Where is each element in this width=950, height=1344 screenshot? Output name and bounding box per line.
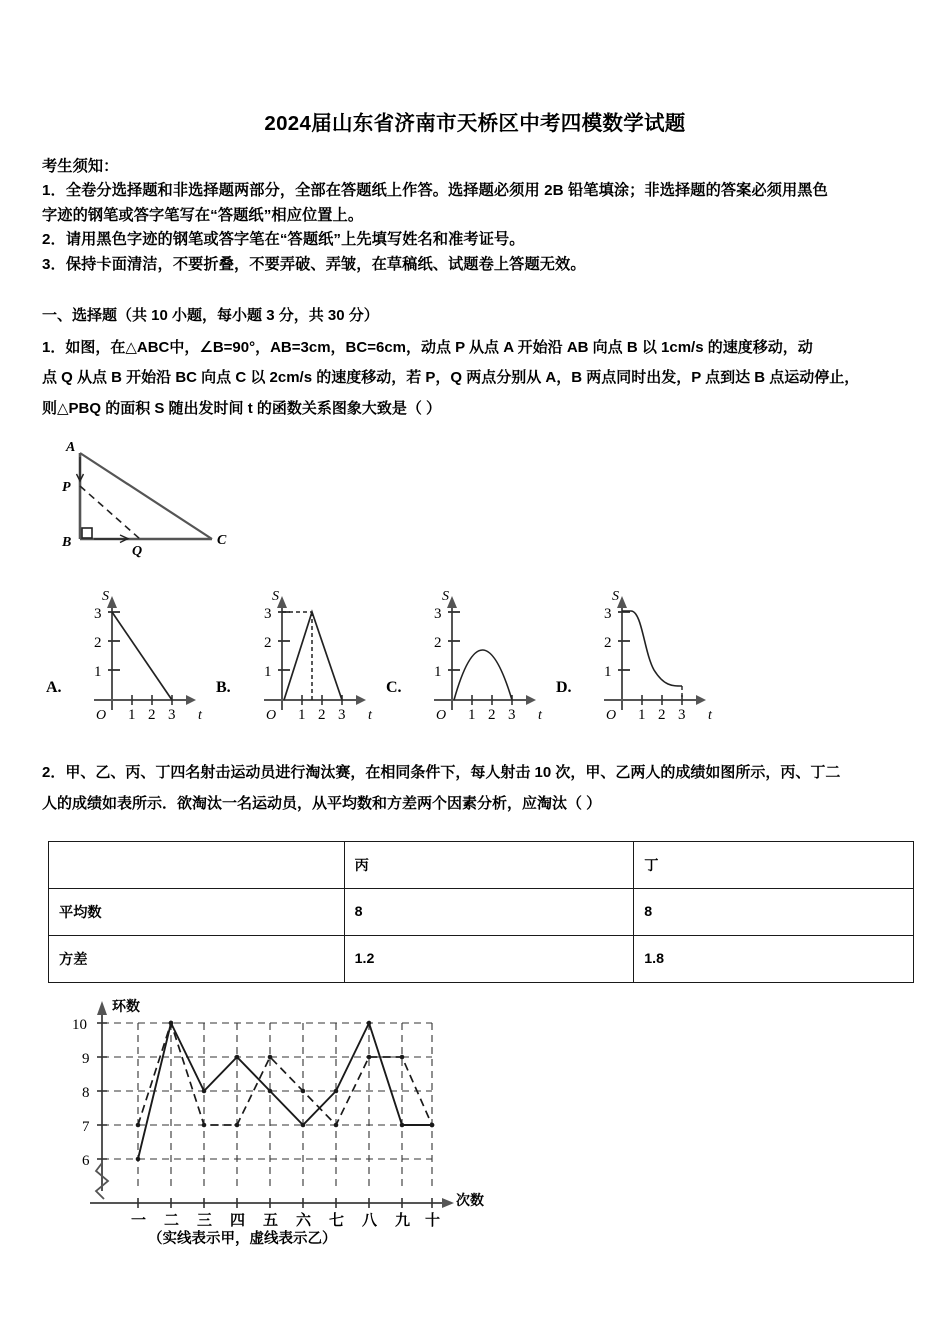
chart-x-axis-label: 次数	[456, 1192, 484, 1209]
table-row-header	[49, 842, 914, 889]
chart-xtick-10: 十	[425, 1212, 441, 1230]
option-A-xtick-3: 3	[168, 706, 176, 723]
svg-text:S: S	[272, 588, 279, 604]
question-1-line-2: 点 Q 从点 B 开始沿 BC 向点 C 以 2cm/s 的速度移动，若 P，Q 两点分别从 A，B 两点同时出发，P 点到达 B 点运动停止，	[42, 369, 860, 387]
option-D[interactable]	[556, 582, 726, 732]
svg-text:3: 3	[678, 706, 686, 723]
svg-text:3: 3	[434, 605, 442, 622]
option-A-ytick-3: 3	[94, 605, 102, 622]
table-header-bing: 丙	[344, 842, 634, 889]
chart-xtick-1: 一	[131, 1212, 147, 1230]
option-B-letter: B.	[216, 678, 231, 696]
chart-ytick-6: 6	[82, 1153, 90, 1170]
option-A-ytick-2: 2	[94, 634, 102, 651]
option-D-letter: D.	[556, 678, 572, 696]
svg-text:1: 1	[298, 706, 306, 723]
question-1-line-3: 则△PBQ 的面积 S 随出发时间 t 的函数关系图象大致是（ ）	[42, 400, 442, 418]
svg-text:3: 3	[264, 605, 272, 622]
triangle-label-P: P	[62, 479, 71, 495]
triangle-label-Q: Q	[132, 543, 143, 559]
svg-text:O: O	[266, 707, 277, 723]
question-1-line-1: 1．如图，在△ABC中，∠B=90°，AB=3cm，BC=6cm，动点 P 从点 A 开始沿 AB 向点 B 以 1cm/s 的速度移动，动	[42, 338, 813, 356]
chart-xtick-6: 六	[296, 1212, 312, 1230]
svg-text:O: O	[436, 707, 447, 723]
question-1-text	[42, 333, 908, 425]
option-A-origin: O	[96, 707, 107, 723]
notice-heading: 考生须知：	[42, 157, 119, 175]
triangle-figure-svg	[54, 439, 264, 564]
table-cell-mean-bing: 8	[344, 889, 634, 936]
svg-text:t: t	[368, 707, 372, 723]
svg-text:t: t	[708, 707, 712, 723]
option-A-xtick-1: 1	[128, 706, 136, 723]
option-A-ytick-1: 1	[94, 663, 102, 680]
statistics-table	[48, 841, 914, 983]
triangle-figure	[54, 439, 264, 564]
shooting-scores-chart	[60, 991, 908, 1251]
table-row-label-mean: 平均数	[49, 889, 345, 936]
chart-y-axis-label: 环数	[112, 998, 140, 1015]
triangle-label-B: B	[62, 534, 72, 550]
svg-text:1: 1	[264, 663, 272, 680]
chart-xtick-5: 五	[263, 1212, 279, 1230]
option-C-graph	[414, 582, 554, 732]
svg-text:2: 2	[264, 634, 272, 651]
svg-text:t: t	[538, 707, 542, 723]
shooting-scores-chart-svg	[60, 991, 490, 1246]
option-D-graph	[584, 582, 724, 732]
chart-xtick-4: 四	[230, 1212, 246, 1230]
svg-text:2: 2	[318, 706, 326, 723]
option-A-letter: A.	[46, 678, 62, 696]
question-2-line-2: 人的成绩如表所示．欲淘汰一名运动员，从平均数和方差两个因素分析，应淘汰（ ）	[42, 794, 602, 812]
svg-text:2: 2	[434, 634, 442, 651]
chart-series-yi	[138, 1023, 432, 1125]
svg-text:3: 3	[604, 605, 612, 622]
svg-text:3: 3	[508, 706, 516, 723]
question-2-text	[42, 758, 908, 820]
chart-ytick-10: 10	[72, 1017, 87, 1034]
option-A[interactable]	[46, 582, 216, 732]
option-A-axis-y-label: S	[102, 588, 109, 604]
option-A-graph	[74, 582, 214, 732]
svg-text:1: 1	[604, 663, 612, 680]
table-cell-mean-ding: 8	[634, 889, 914, 936]
svg-text:S: S	[612, 588, 619, 604]
chart-xtick-3: 三	[197, 1212, 213, 1230]
question-2-line-1: 2．甲、乙、丙、丁四名射击运动员进行淘汰赛，在相同条件下，每人射击 10 次，甲、乙两人的成绩如图所示，丙、丁二	[42, 763, 841, 781]
option-A-axis-x-label: t	[198, 707, 202, 723]
page-title: 2024届山东省济南市天桥区中考四模数学试题	[264, 112, 686, 135]
svg-text:2: 2	[658, 706, 666, 723]
notice-item-2: 2．请用黑色字迹的钢笔或答字笔在“答题纸”上先填写姓名和准考证号。	[42, 231, 525, 249]
option-A-xtick-2: 2	[148, 706, 156, 723]
chart-xtick-7: 七	[329, 1212, 345, 1230]
chart-gridlines-horizontal	[102, 1023, 432, 1159]
option-C-letter: C.	[386, 678, 402, 696]
svg-text:3: 3	[338, 706, 346, 723]
table-header-blank	[49, 842, 345, 889]
triangle-label-A: A	[66, 439, 76, 455]
chart-caption: （实线表示甲，虚线表示乙）	[148, 1231, 337, 1247]
svg-text:2: 2	[488, 706, 496, 723]
option-B[interactable]	[216, 582, 386, 732]
table-header-ding: 丁	[634, 842, 914, 889]
svg-text:O: O	[606, 707, 617, 723]
svg-text:1: 1	[434, 663, 442, 680]
option-B-graph	[244, 582, 384, 732]
chart-xtick-2: 二	[164, 1212, 180, 1230]
svg-text:S: S	[442, 588, 449, 604]
candidate-notice	[42, 155, 908, 278]
table-cell-variance-ding: 1.8	[634, 936, 914, 983]
chart-ytick-9: 9	[82, 1051, 90, 1068]
chart-ytick-8: 8	[82, 1085, 90, 1102]
svg-text:1: 1	[638, 706, 646, 723]
chart-series-yi-points	[136, 1021, 435, 1128]
question-1-options	[46, 582, 908, 732]
svg-text:2: 2	[604, 634, 612, 651]
notice-item-1: 1．全卷分选择题和非选择题两部分，全部在答题纸上作答。选择题必须用 2B 铅笔填涂；非选择题的答案必须用黑色	[42, 182, 828, 200]
section-heading: 一、选择题（共 10 小题，每小题 3 分，共 30 分）	[42, 306, 379, 324]
chart-xtick-8: 八	[362, 1212, 378, 1230]
svg-text:1: 1	[468, 706, 476, 723]
table-cell-variance-bing: 1.2	[344, 936, 634, 983]
triangle-label-C: C	[217, 532, 227, 548]
chart-xtick-9: 九	[395, 1212, 411, 1230]
option-C[interactable]	[386, 582, 556, 732]
table-row	[49, 936, 914, 983]
notice-item-1-cont: 字迹的钢笔或答字笔写在“答题纸”相应位置上。	[42, 206, 364, 224]
chart-ytick-7: 7	[82, 1119, 90, 1136]
table-row	[49, 889, 914, 936]
notice-item-3: 3．保持卡面清洁，不要折叠，不要弄破、弄皱，在草稿纸、试题卷上答题无效。	[42, 256, 586, 274]
table-row-label-variance: 方差	[49, 936, 345, 983]
